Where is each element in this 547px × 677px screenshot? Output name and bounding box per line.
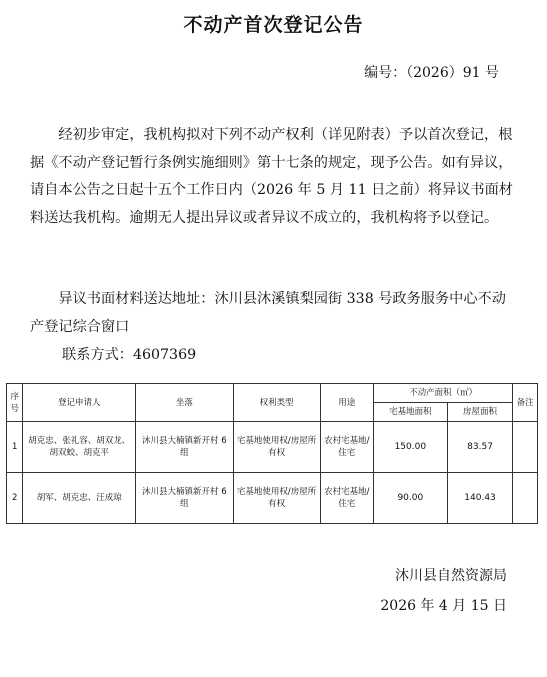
cell-right-type: 宅基地使用权/房屋所有权 xyxy=(233,422,320,473)
cell-remark xyxy=(513,422,538,473)
issue-date: 2026 年 4 月 15 日 xyxy=(380,598,507,614)
cell-location: 沐川县大楠镇新开村 6 组 xyxy=(136,422,233,473)
header-right-type: 权利类型 xyxy=(233,384,320,422)
table-row xyxy=(7,473,538,524)
registration-table xyxy=(6,383,538,524)
header-applicant: 登记申请人 xyxy=(23,384,136,422)
issuing-organization: 沐川县自然资源局 xyxy=(395,568,507,584)
header-house-area: 房屋面积 xyxy=(447,403,513,422)
header-seq: 序号 xyxy=(7,384,23,422)
cell-remark xyxy=(513,473,538,524)
cell-house-area: 140.43 xyxy=(447,473,513,524)
cell-applicant: 胡军、胡克忠、汪成琼 xyxy=(23,473,136,524)
cell-land-area: 90.00 xyxy=(373,473,447,524)
cell-house-area: 83.57 xyxy=(447,422,513,473)
table-header-row xyxy=(7,384,538,403)
table-row xyxy=(7,422,538,473)
cell-land-area: 150.00 xyxy=(373,422,447,473)
address-paragraph: 异议书面材料送达地址：沐川县沐溪镇梨园街 338 号政务服务中心不动产登记综合窗口 xyxy=(30,291,506,335)
contact-paragraph: 联系方式：4607369 xyxy=(62,347,197,363)
cell-use: 农村宅基地/住宅 xyxy=(320,422,373,473)
notice-paragraph: 经初步审定，我机构拟对下列不动产权利（详见附表）予以首次登记，根据《不动产登记暂行条例实施细则》第十七条的规定，现予公告。如有异议，请自本公告之日起十五个工作日内（2026 年 5 月 11 日之前）将异议书面材料送达我机构。逾期无人提出异议或者异议不成立的，我机构将予以登记。 xyxy=(30,127,513,226)
cell-seq: 2 xyxy=(7,473,23,524)
header-location: 坐落 xyxy=(136,384,233,422)
header-remark: 备注 xyxy=(513,384,538,422)
header-land-area: 宅基地面积 xyxy=(373,403,447,422)
cell-right-type: 宅基地使用权/房屋所有权 xyxy=(233,473,320,524)
cell-location: 沐川县大楠镇新开村 6 组 xyxy=(136,473,233,524)
cell-seq: 1 xyxy=(7,422,23,473)
page-title: 不动产首次登记公告 xyxy=(183,14,364,36)
document-number: 编号：（2026）91 号 xyxy=(364,65,499,81)
header-use: 用途 xyxy=(320,384,373,422)
cell-use: 农村宅基地/住宅 xyxy=(320,473,373,524)
header-area: 不动产面积（㎡） xyxy=(373,384,512,403)
cell-applicant: 胡克忠、张礼容、胡双龙、胡双蛟、胡克平 xyxy=(23,422,136,473)
